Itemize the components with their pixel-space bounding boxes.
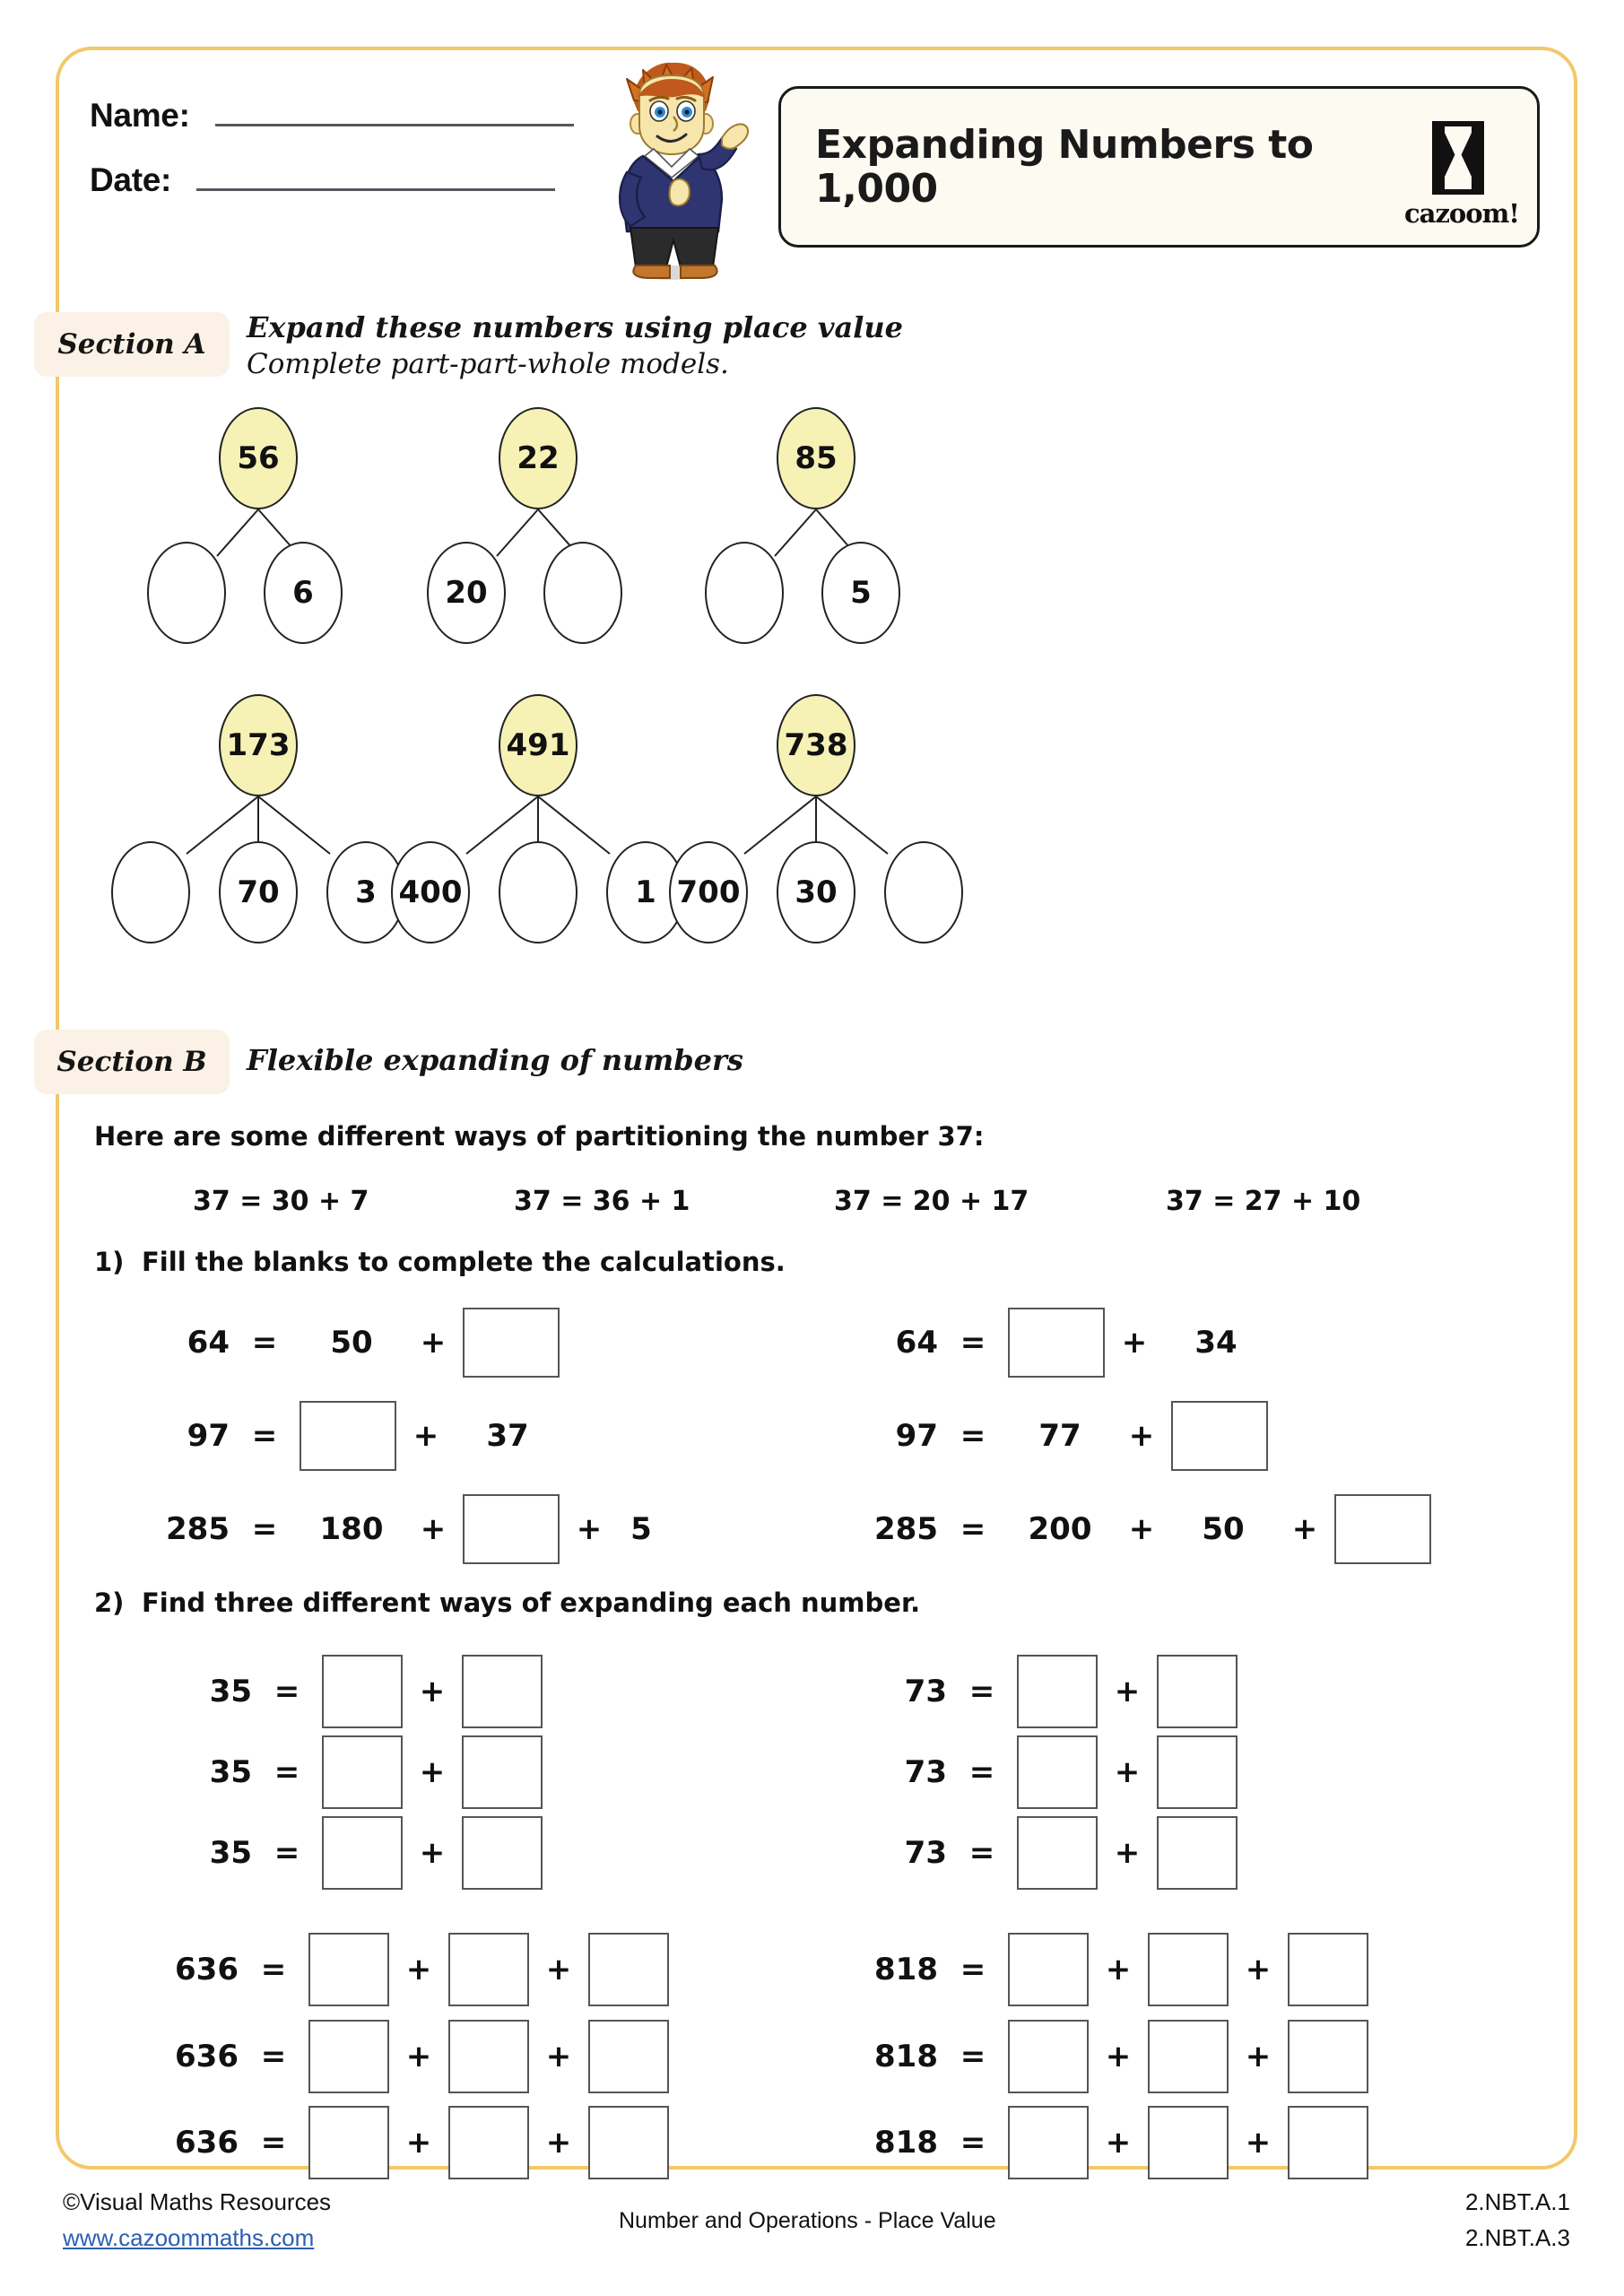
answer-blank[interactable] <box>1008 1933 1089 2006</box>
plus-sign: + <box>420 1325 447 1361</box>
answer-blank[interactable] <box>448 1933 529 2006</box>
partition-example-3: 37 = 27 + 10 <box>1166 1186 1361 1217</box>
plus-sign: + <box>419 1754 446 1790</box>
answer-blank[interactable] <box>1288 1933 1368 2006</box>
answer-blank[interactable] <box>1171 1401 1268 1471</box>
ppw-whole: 173 <box>219 694 298 796</box>
ppw-whole: 738 <box>777 694 855 796</box>
equals-sign: = <box>960 2039 986 2074</box>
plus-sign: + <box>405 1952 432 1987</box>
q2-instruction: Find three different ways of expanding each number. <box>142 1587 921 1618</box>
ppw-part-blank[interactable] <box>884 841 963 944</box>
answer-blank[interactable] <box>1157 1816 1238 1890</box>
answer-blank[interactable] <box>1148 2106 1229 2179</box>
equals-sign: = <box>960 1325 986 1361</box>
answer-blank[interactable] <box>1008 2020 1089 2093</box>
answer-blank[interactable] <box>588 1933 669 2006</box>
ppw-part-blank[interactable] <box>543 542 622 644</box>
q1-number: 1) <box>94 1247 125 1277</box>
equals-sign: = <box>260 1952 287 1987</box>
plus-sign: + <box>1114 1835 1141 1871</box>
plus-sign: + <box>1245 2039 1272 2074</box>
ppw-part[interactable]: 3 <box>326 841 405 944</box>
boy-pointing-illustration <box>587 56 753 280</box>
section-a-subheading: Complete part-part-whole models. <box>247 347 729 380</box>
section-a-bar <box>0 310 1624 380</box>
answer-blank[interactable] <box>308 2020 389 2093</box>
equals-sign: = <box>960 1952 986 1987</box>
q2-right-row-5 <box>852 2106 1368 2179</box>
section-b-pill <box>34 1030 230 1094</box>
row-term: 37 <box>486 1418 529 1454</box>
equals-sign: = <box>960 1418 986 1454</box>
ppw-model-5 <box>676 700 1094 951</box>
section-b-bar <box>0 1030 1624 1094</box>
q2-left-row-5 <box>152 2106 669 2179</box>
row-total: 285 <box>874 1511 938 1547</box>
q2-right-row-2 <box>861 1816 1238 1890</box>
row-total: 285 <box>166 1511 230 1547</box>
answer-blank[interactable] <box>1148 1933 1229 2006</box>
q2-right-row-3 <box>852 1933 1368 2006</box>
answer-blank[interactable] <box>448 2106 529 2179</box>
ppw-part[interactable]: 20 <box>427 542 506 644</box>
row-total: 73 <box>904 1674 947 1709</box>
date-field-row <box>90 163 555 196</box>
worksheet-header <box>0 0 1624 269</box>
q2-left-row-1 <box>166 1735 543 1809</box>
plus-sign: + <box>405 2039 432 2074</box>
answer-blank[interactable] <box>322 1816 403 1890</box>
answer-blank[interactable] <box>463 1494 560 1564</box>
row-total: 636 <box>175 1952 239 1987</box>
plus-sign: + <box>1105 2039 1132 2074</box>
q2-number: 2) <box>94 1587 125 1618</box>
q2-left-row-2 <box>166 1816 543 1890</box>
section-a-heading: Expand these numbers using place value <box>247 310 903 344</box>
answer-blank[interactable] <box>462 1816 543 1890</box>
q2-right-row-0 <box>861 1655 1238 1728</box>
plus-sign: + <box>1245 1952 1272 1987</box>
row-total: 636 <box>175 2125 239 2161</box>
plus-sign: + <box>1114 1754 1141 1790</box>
q2-left-row-0 <box>166 1655 543 1728</box>
section-b-heading: Flexible expanding of numbers <box>247 1043 743 1077</box>
plus-sign: + <box>576 1511 603 1547</box>
date-input-line[interactable] <box>196 188 555 191</box>
section-a-label: Section A <box>57 328 206 361</box>
equals-sign: = <box>968 1835 995 1871</box>
q1-instruction: Fill the blanks to complete the calculations. <box>142 1247 786 1277</box>
footer-standard-code-1: 2.NBT.A.1 <box>1464 2188 1570 2215</box>
q1-left-row-1 <box>143 1401 560 1471</box>
answer-blank[interactable] <box>463 1308 560 1378</box>
answer-blank[interactable] <box>300 1401 396 1471</box>
row-term: 200 <box>1028 1511 1092 1547</box>
ppw-part[interactable]: 1 <box>606 841 685 944</box>
partition-example-2: 37 = 20 + 17 <box>834 1186 1029 1217</box>
answer-blank[interactable] <box>1334 1494 1431 1564</box>
row-total: 35 <box>209 1674 252 1709</box>
answer-blank[interactable] <box>1008 2106 1089 2179</box>
ppw-whole: 85 <box>777 407 855 509</box>
footer-copyright: ©Visual Maths Resources <box>63 2188 332 2215</box>
plus-sign: + <box>545 1952 572 1987</box>
answer-blank[interactable] <box>588 2106 669 2179</box>
plus-sign: + <box>1105 2125 1132 2161</box>
equals-sign: = <box>251 1325 278 1361</box>
answer-blank[interactable] <box>308 2106 389 2179</box>
q1-left-row-2 <box>143 1494 664 1564</box>
plus-sign: + <box>419 1674 446 1709</box>
row-total: 64 <box>895 1325 938 1361</box>
row-term: 77 <box>1038 1418 1081 1454</box>
plus-sign: + <box>419 1835 446 1871</box>
row-total: 35 <box>209 1835 252 1871</box>
answer-blank[interactable] <box>1288 2106 1368 2179</box>
plus-sign: + <box>1114 1674 1141 1709</box>
equals-sign: = <box>274 1835 300 1871</box>
ppw-part[interactable]: 700 <box>669 841 748 944</box>
q1-right-row-1 <box>852 1401 1268 1471</box>
q2-right-row-4 <box>852 2020 1368 2093</box>
row-total: 73 <box>904 1754 947 1790</box>
ppw-part-blank[interactable] <box>111 841 190 944</box>
row-total: 818 <box>874 2125 938 2161</box>
q1-left-row-0 <box>143 1308 560 1378</box>
ppw-part[interactable]: 5 <box>821 542 900 644</box>
ppw-part-blank[interactable] <box>705 542 784 644</box>
plus-sign: + <box>545 2125 572 2161</box>
plus-sign: + <box>405 2125 432 2161</box>
ppw-whole: 22 <box>499 407 578 509</box>
row-total: 636 <box>175 2039 239 2074</box>
plus-sign: + <box>1291 1511 1318 1547</box>
answer-blank[interactable] <box>1017 1655 1098 1728</box>
equals-sign: = <box>968 1754 995 1790</box>
name-field-row <box>90 99 574 132</box>
answer-blank[interactable] <box>1017 1816 1098 1890</box>
row-total: 64 <box>187 1325 230 1361</box>
row-term: 5 <box>630 1511 652 1547</box>
row-term: 50 <box>1202 1511 1245 1547</box>
row-total: 97 <box>895 1418 938 1454</box>
equals-sign: = <box>251 1511 278 1547</box>
plus-sign: + <box>413 1418 439 1454</box>
answer-blank[interactable] <box>1017 1735 1098 1809</box>
footer-standard-code-2: 2.NBT.A.3 <box>1464 2224 1570 2251</box>
answer-blank[interactable] <box>462 1655 543 1728</box>
ppw-whole: 56 <box>219 407 298 509</box>
equals-sign: = <box>260 2125 287 2161</box>
answer-blank[interactable] <box>462 1735 543 1809</box>
answer-blank[interactable] <box>308 1933 389 2006</box>
ppw-model-2 <box>717 413 1076 646</box>
plus-sign: + <box>1128 1511 1155 1547</box>
row-total: 818 <box>874 1952 938 1987</box>
worksheet-footer <box>0 2188 1624 2287</box>
name-input-line[interactable] <box>215 124 574 126</box>
answer-blank[interactable] <box>588 2020 669 2093</box>
row-total: 73 <box>904 1835 947 1871</box>
answer-blank[interactable] <box>1157 1655 1238 1728</box>
ppw-part[interactable]: 6 <box>264 542 343 644</box>
cazoom-hourglass-icon <box>1432 121 1484 195</box>
cazoom-logo <box>1404 121 1520 229</box>
partition-example-0: 37 = 30 + 7 <box>193 1186 369 1217</box>
row-total: 35 <box>209 1754 252 1790</box>
row-term: 50 <box>330 1325 373 1361</box>
cazoom-wordmark: cazoom! <box>1404 198 1520 229</box>
equals-sign: = <box>260 2039 287 2074</box>
section-a-pill <box>34 312 230 377</box>
q2-left-row-4 <box>152 2020 669 2093</box>
footer-website-link[interactable]: www.cazoommaths.com <box>63 2224 315 2251</box>
partition-example-1: 37 = 36 + 1 <box>514 1186 690 1217</box>
plus-sign: + <box>420 1511 447 1547</box>
answer-blank[interactable] <box>1148 2020 1229 2093</box>
section-b-heading-block <box>247 1042 743 1079</box>
ppw-whole: 491 <box>499 694 578 796</box>
footer-topic: Number and Operations - Place Value <box>619 2208 996 2233</box>
equals-sign: = <box>251 1418 278 1454</box>
answer-blank[interactable] <box>448 2020 529 2093</box>
date-label: Date: <box>90 161 172 198</box>
worksheet-title-box <box>778 86 1540 248</box>
answer-blank[interactable] <box>322 1655 403 1728</box>
ppw-part-blank[interactable] <box>147 542 226 644</box>
answer-blank[interactable] <box>1008 1308 1105 1378</box>
q2-right-row-1 <box>861 1735 1238 1809</box>
name-label: Name: <box>90 97 190 134</box>
plus-sign: + <box>1128 1418 1155 1454</box>
ppw-part-blank[interactable] <box>499 841 578 944</box>
equals-sign: = <box>960 1511 986 1547</box>
section-a-heading-block <box>247 309 903 382</box>
q1-right-row-2 <box>852 1494 1431 1564</box>
plus-sign: + <box>545 2039 572 2074</box>
answer-blank[interactable] <box>1157 1735 1238 1809</box>
page-title: Expanding Numbers to 1,000 <box>815 121 1314 212</box>
section-b-label: Section B <box>56 1046 207 1078</box>
ppw-part[interactable]: 30 <box>777 841 855 944</box>
plus-sign: + <box>1105 1952 1132 1987</box>
row-term: 34 <box>1194 1325 1238 1361</box>
answer-blank[interactable] <box>322 1735 403 1809</box>
equals-sign: = <box>274 1754 300 1790</box>
equals-sign: = <box>968 1674 995 1709</box>
row-total: 97 <box>187 1418 230 1454</box>
plus-sign: + <box>1121 1325 1148 1361</box>
answer-blank[interactable] <box>1288 2020 1368 2093</box>
q1-right-row-0 <box>852 1308 1268 1378</box>
equals-sign: = <box>960 2125 986 2161</box>
ppw-part[interactable]: 400 <box>391 841 470 944</box>
plus-sign: + <box>1245 2125 1272 2161</box>
equals-sign: = <box>274 1674 300 1709</box>
row-term: 180 <box>319 1511 384 1547</box>
q2-left-row-3 <box>152 1933 669 2006</box>
row-total: 818 <box>874 2039 938 2074</box>
section-b-intro: Here are some different ways of partitioning the number 37: <box>94 1121 985 1152</box>
ppw-part[interactable]: 70 <box>219 841 298 944</box>
